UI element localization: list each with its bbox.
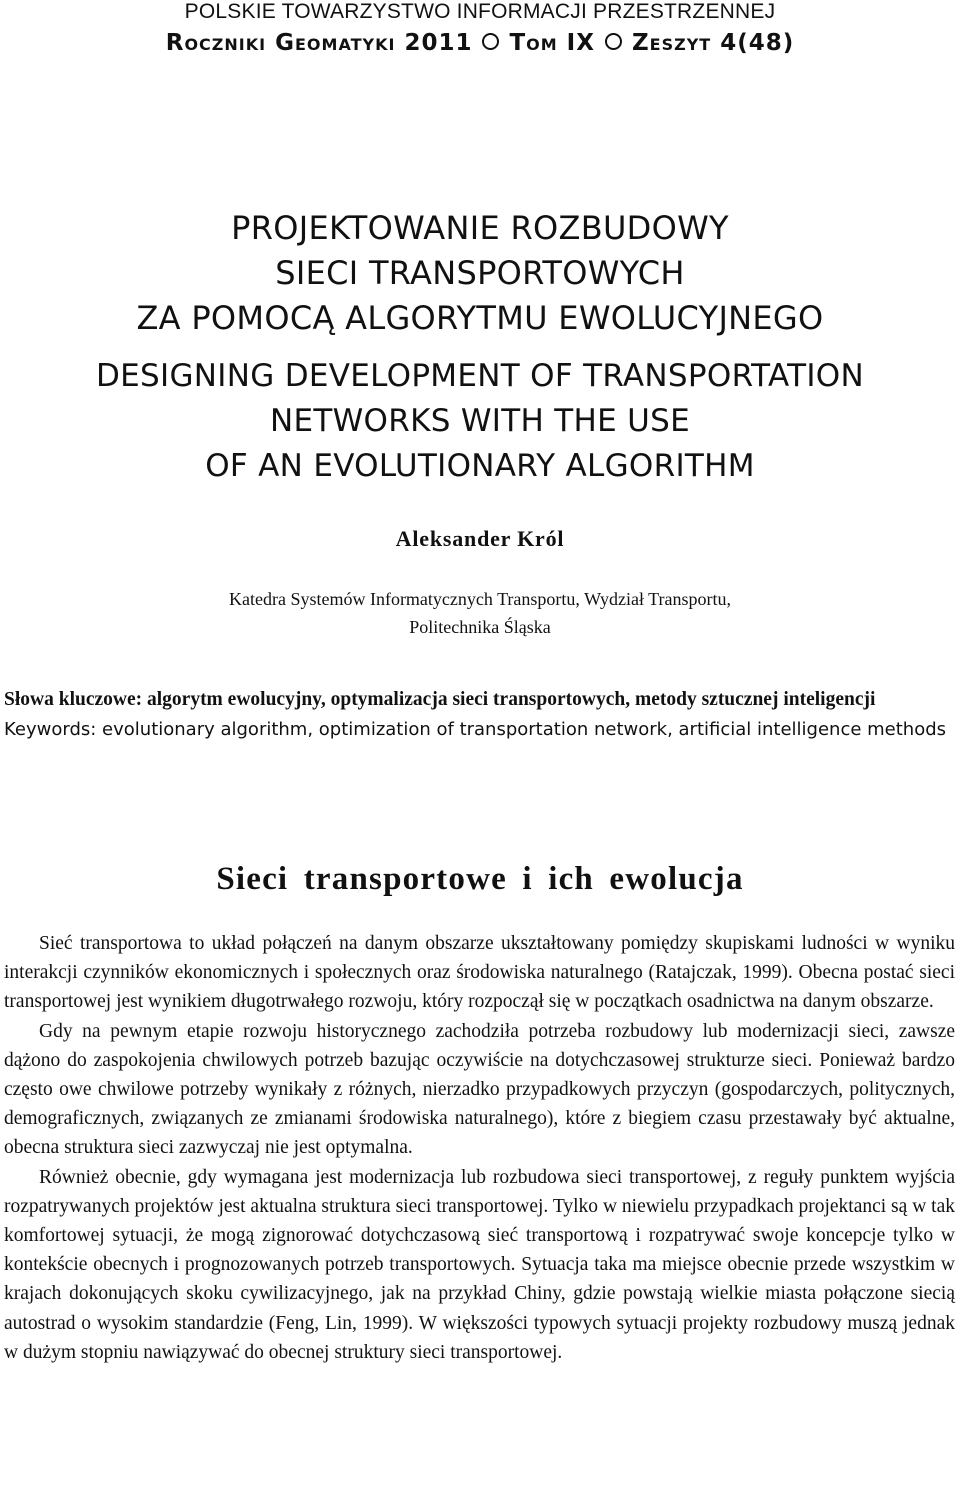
author-affiliation <box>0 585 960 641</box>
body-text <box>4 929 955 1367</box>
society-header: POLSKIE TOWARZYSTWO INFORMACJI PRZESTRZENNEJ <box>184 0 776 23</box>
paragraph: Sieć transportowa to układ połączeń na danym obszarze ukształtowany pomiędzy skupiskami ludności w wyniku interakcji czynników ekonomicznych i społecznych oraz środowiska naturalnego (Ratajczak, 1999). Obecna postać sieci transportowej jest wynikiem długotrwałego rozwoju, który rozpoczął się w początkach osadnictwa na danym obszarze. <box>4 933 955 1013</box>
section-heading: Sieci transportowe i ich ewolucja <box>216 861 744 897</box>
journal-volume: Tom IX <box>509 30 595 56</box>
affiliation-line: Politechnika Śląska <box>409 617 551 637</box>
keywords-block <box>4 688 956 743</box>
journal-issue: Zeszyt 4(48) <box>631 30 795 56</box>
title-polish-line: SIECI TRANSPORTOWYCH <box>275 254 685 292</box>
affiliation-line: Katedra Systemów Informatycznych Transportu, Wydział Transportu, <box>228 589 731 609</box>
keywords-english: Keywords: evolutionary algorithm, optimization of transportation network, artificial intelligence methods <box>4 719 947 740</box>
keywords-polish: Słowa kluczowe: algorytm ewolucyjny, optymalizacja sieci transportowych, metody sztucznej inteligencji <box>4 689 876 710</box>
circle-separator-icon <box>605 33 622 50</box>
journal-header <box>0 28 960 58</box>
title-polish-line: ZA POMOCĄ ALGORYTMU EWOLUCYJNEGO <box>136 299 824 337</box>
circle-separator-icon <box>482 33 499 50</box>
title-polish-line: PROJEKTOWANIE ROZBUDOWY <box>231 209 729 247</box>
journal-name: Roczniki Geomatyki 2011 <box>165 30 473 56</box>
paragraph: Gdy na pewnym etapie rozwoju historycznego zachodziła potrzeba rozbudowy lub modernizacji sieci, zawsze dążono do zaspokojenia chwilowych potrzeb bazując oczywiście na dotychczasowej strukturze sieci. Ponieważ bardzo często owe chwilowe potrzeby wynikały z różnych, nierzadko przypadkowych przyczyn (gospodarczych, politycznych, demograficznych, związanych ze zmianami środowiska naturalnego), które z biegiem czasu przestawały być aktualne, obecna struktura sieci zazwyczaj nie jest optymalna. <box>4 1020 955 1159</box>
paragraph: Również obecnie, gdy wymagana jest modernizacja lub rozbudowa sieci transportowej, z reguły punktem wyjścia rozpatrywanych projektów jest aktualna struktura sieci transportowej. Tylko w niewielu przypadkach projektanci są w tak komfortowej sytuacji, że mogą zignorować dotychczasową sieć transportową i rozpatrywać swoje koncepcje tylko w kontekście obecnych i prognozowanych potrzeb transportowych. Sytuacja taka ma miejsce obecnie przede wszystkim w krajach dokonujących skoku cywilizacyjnego, jak na przykład Chiny, gdzie powstają wielkie miasta połączone siecią autostrad o wysokim standardzie (Feng, Lin, 1999). W większości typowych sytuacji projekty rozbudowy muszą jednak w dużym stopniu nawiązywać do obecnej struktury sieci transportowej. <box>4 1166 955 1363</box>
title-english-line: NETWORKS WITH THE USE <box>269 403 690 439</box>
title-polish <box>0 206 960 341</box>
title-english-line: OF AN EVOLUTIONARY ALGORITHM <box>205 448 755 484</box>
title-english <box>0 354 960 489</box>
author-name: Aleksander Król <box>395 526 565 551</box>
title-english-line: DESIGNING DEVELOPMENT OF TRANSPORTATION <box>96 358 864 394</box>
